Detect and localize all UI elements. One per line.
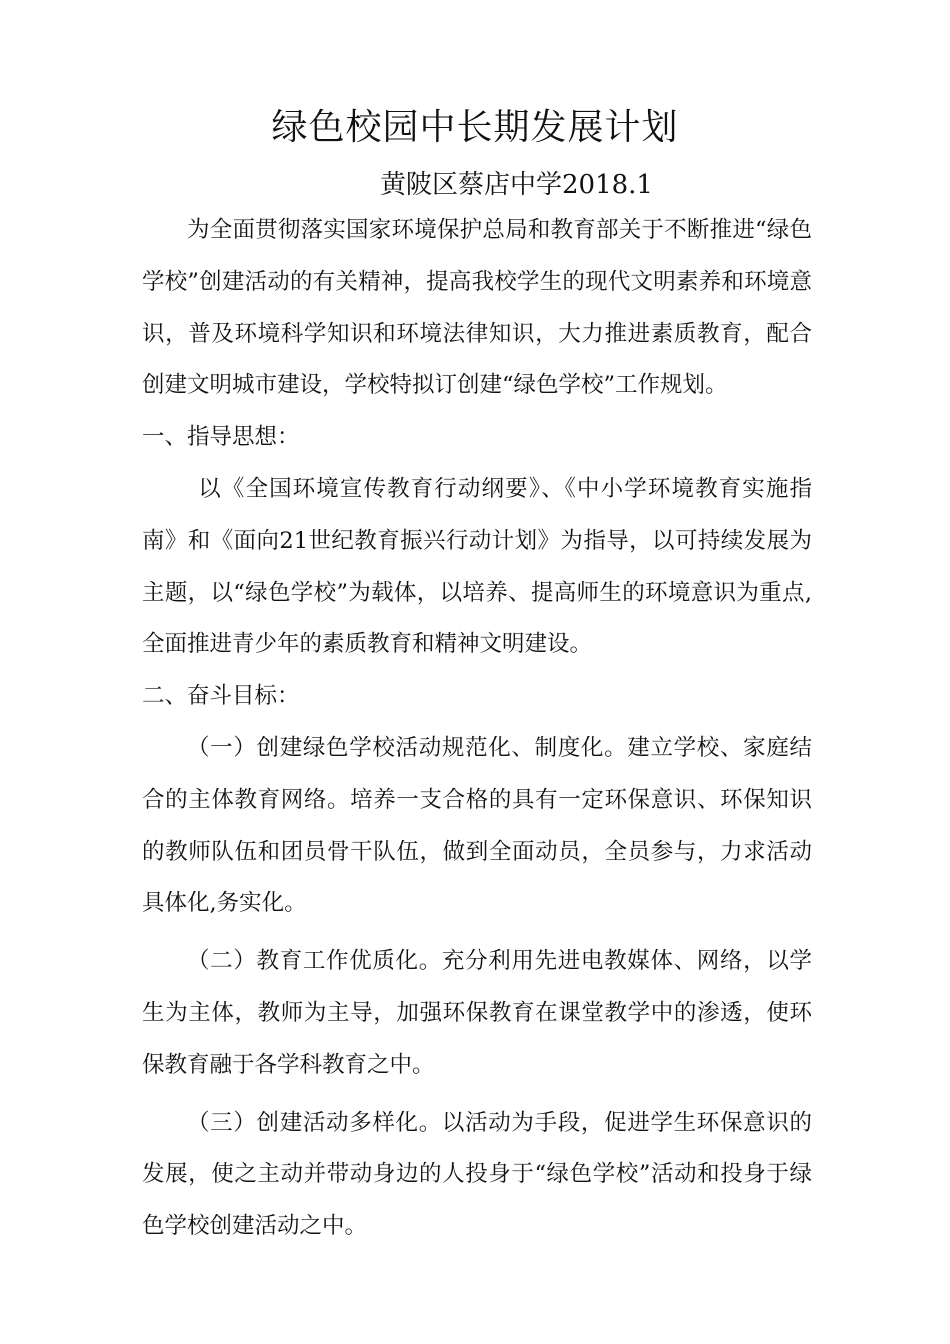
document-title: 绿色校园中长期发展计划 <box>271 107 679 148</box>
guiding-thought-paragraph: 以《全国环境宣传教育行动纲要》、《中小学环境教育实施指南》和《面向21世纪教育振兴行动计划》为指导，以可持续发展为主题，以“绿色学校”为载体，以培养、提高师生的环境意识为重点,全面推进青少年的素质教育和精神文明建设。 <box>142 475 812 658</box>
intro-paragraph: 为全面贯彻落实国家环境保护总局和教育部关于不断推进“绿色学校”创建活动的有关精神，提高我校学生的现代文明素养和环境意识，普及环境科学知识和环境法律知识，大力推进素质教育，配合创建文明城市建设，学校特拟订创建“绿色学校”工作规划。 <box>142 217 812 399</box>
section-heading-goals: 二、奋斗目标： <box>142 683 300 710</box>
section-heading-guiding-thought: 一、指导思想： <box>142 424 300 451</box>
document-body <box>142 205 812 1253</box>
goal-paragraph-1: （一）创建绿色学校活动规范化、制度化。建立学校、家庭结合的主体教育网络。培养一支合格的具有一定环保意识、环保知识的教师队伍和团员骨干队伍，做到全面动员，全员参与，力求活动具体化,务实化。 <box>142 734 812 917</box>
goal-paragraph-2: （二）教育工作优质化。充分利用先进电教媒体、网络，以学生为主体，教师为主导，加强环保教育在课堂教学中的渗透，使环保教育融于各学科教育之中。 <box>142 948 812 1078</box>
document-subtitle: 黄陂区蔡店中学2018.1 <box>380 170 653 200</box>
goal-paragraph-3: （三）创建活动多样化。以活动为手段，促进学生环保意识的发展，使之主动并带动身边的人投身于“绿色学校”活动和投身于绿色学校创建活动之中。 <box>142 1109 812 1240</box>
